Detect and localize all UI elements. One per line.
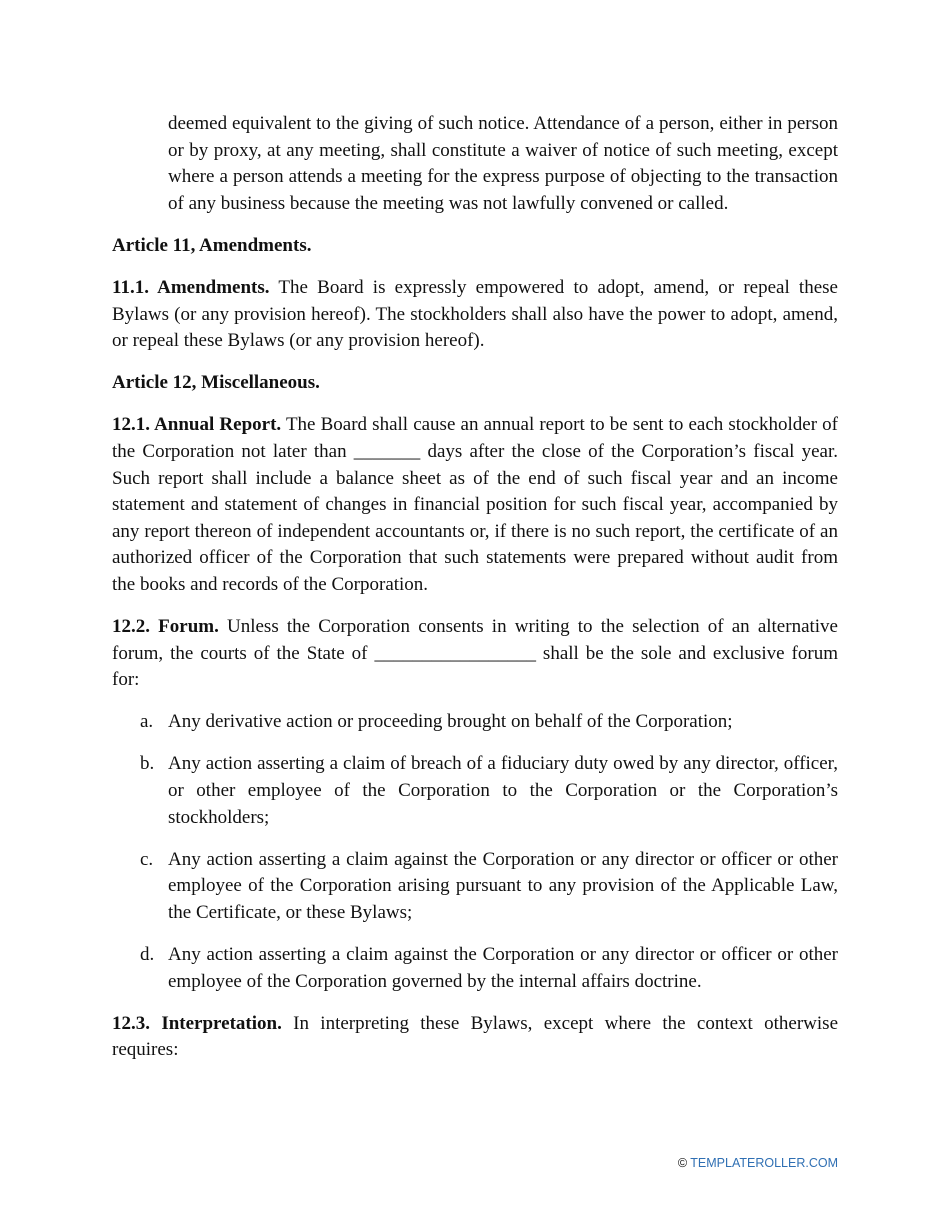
document-page	[112, 111, 838, 1079]
list-marker: c.	[140, 848, 154, 870]
section-12-1	[112, 412, 838, 598]
list-item-text: Any action asserting a claim against the Corporation or any director or officer or other employee of the Corporation governed by the internal affairs doctrine.	[168, 943, 838, 992]
list-item	[112, 942, 838, 995]
section-12-1-text: The Board shall cause an annual report to be sent to each stockholder of the Corporation not later than _______ days after the close of the Corporation’s fiscal year. Such report shall include a balance sheet as of the end of such fiscal year and an income statement and statement of changes in financial position for such fiscal year, accompanied by any report thereon of independent accountants or, if there is no such report, the certificate of an authorized officer of the Corporation that such statements were prepared without audit from the books and records of the Corporation.	[112, 414, 838, 595]
section-12-2	[112, 614, 838, 694]
section-12-2-title: 12.2. Forum.	[112, 616, 219, 637]
list-item-text: Any action asserting a claim against the Corporation or any director or officer or other employee of the Corporation arising pursuant to any provision of the Applicable Law, the Certificate, or these Bylaws;	[168, 848, 838, 923]
section-12-3-text: In interpreting these Bylaws, except where the context otherwise requires:	[112, 1012, 838, 1061]
article-12-heading: Article 12, Miscellaneous.	[112, 372, 320, 394]
continuation-paragraph: deemed equivalent to the giving of such notice. Attendance of a person, either in person or by proxy, at any meeting, shall constitute a waiver of notice of such meeting, except where a person attends a meeting for the express purpose of objecting to the transaction of any business because the meeting was not lawfully convened or called.	[168, 113, 838, 214]
section-12-3	[112, 1011, 838, 1064]
list-item	[112, 847, 838, 927]
list-item	[112, 751, 838, 831]
list-marker: b.	[140, 753, 155, 775]
section-11-1	[112, 275, 838, 355]
forum-list	[112, 709, 838, 995]
section-12-3-title: 12.3. Interpretation.	[112, 1012, 282, 1034]
article-11-heading: Article 11, Amendments.	[112, 234, 312, 256]
list-marker: a.	[140, 711, 154, 733]
list-marker: d.	[140, 943, 155, 965]
section-11-1-text: The Board is expressly empowered to adopt, amend, or repeal these Bylaws (or any provision hereof). The stockholders shall also have the power to adopt, amend, or repeal these Bylaws (or any provision hereof).	[112, 276, 838, 352]
templateroller-link[interactable]: TEMPLATEROLLER.COM	[690, 1156, 838, 1170]
list-item-text: Any action asserting a claim of breach of a fiduciary duty owed by any director, officer, or other employee of the Corporation to the Corporation or the Corporation’s stockholders;	[168, 753, 838, 828]
section-12-1-title: 12.1. Annual Report.	[112, 414, 282, 436]
footer-copyright	[678, 1156, 838, 1170]
section-12-2-text: Unless the Corporation consents in writing to the selection of an alternative forum, the courts of the State of _________________ shall be the sole and exclusive forum for:	[112, 616, 838, 691]
copyright-symbol: ©	[677, 1156, 691, 1170]
list-item-text: Any derivative action or proceeding brought on behalf of the Corporation;	[168, 711, 733, 733]
section-11-1-title: 11.1. Amendments.	[112, 276, 270, 298]
list-item	[112, 709, 838, 736]
